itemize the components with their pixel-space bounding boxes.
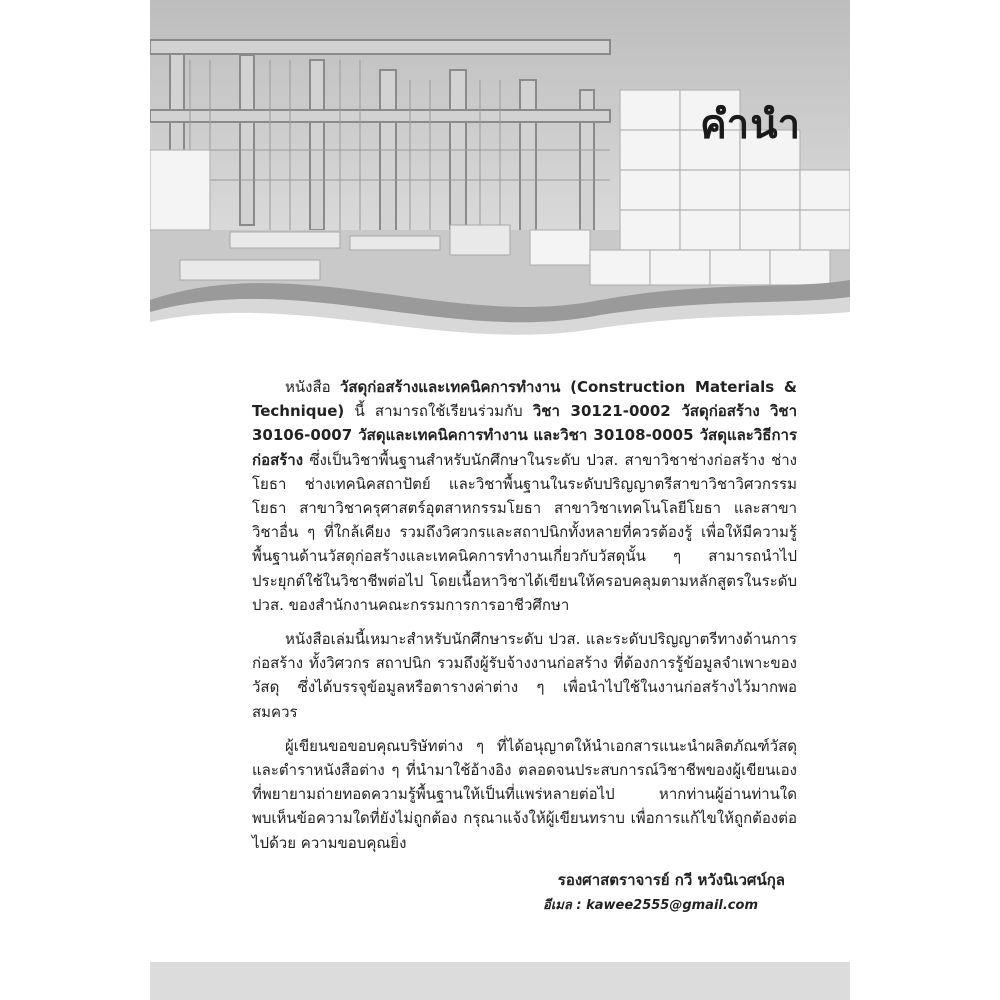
p1-mid: นี้ สามารถใช้เรียนร่วมกับ <box>344 402 533 421</box>
p1-lead: หนังสือ <box>285 378 340 396</box>
p1-sep-1 <box>760 402 770 420</box>
p1-course-3: และวิชา 30108-0005 วัสดุและวิธีการก่อสร้าง <box>252 426 797 469</box>
p2-text: หนังสือเล่มนี้เหมาะสำหรับนักศึกษาระดับ ปวส. และระดับปริญญาตรีทางด้านการก่อสร้าง ทั้งวิศวกร สถาปนิก รวมถึงผู้รับจ้างงานก่อสร้าง ที่ต้องการรู้ข้อมูลจำเพาะของวัสดุ ซึ่งได้บรรจุข้อมูลหรือตารางค่าต่าง ๆ เพื่อนำไปใช้ในงานก่อสร้างไว้มากพอสมควร <box>252 630 797 721</box>
p1-course-2: วิชา 30106-0007 วัสดุและเทคนิคการทำงาน <box>252 402 797 445</box>
author-name: รองศาสตราจารย์ กวี หวังนิเวศน์กุล <box>557 871 785 889</box>
p1-rest: ซึ่งเป็นวิชาพื้นฐานสำหรับนักศึกษาในระดับ ปวส. สาขาวิชาช่างก่อสร้าง ช่างโยธา ช่างเทคนิคสถาปัตย์ และวิชาพื้นฐานในระดับปริญญาตรีสาขาวิชาวิศวกรรมโยธา สาขาวิชาครุศาสตร์อุตสาหกรรมโยธา สาขาวิชาเทคโนโลยีโยธา และสาขาวิชาอื่น ๆ ที่ใกล้เคียง รวมถึงวิศวกรและสถาปนิกทั้งหลายที่ควรต้องรู้ เพื่อให้มีความรู้พื้นฐานด้านวัสดุก่อสร้างและเทคนิคการทำงานเกี่ยวกับวัสดุนั้น ๆ สามารถนำไปประยุกต์ใช้ในวิชาชีพต่อไป โดยเนื้อหาวิชาได้เขียนให้ครอบคลุมตามหลักสูตรในระดับ ปวส. ของสำนักงานคณะกรรมการการอาชีวศึกษา <box>252 450 797 614</box>
p1-book-title-en: (Construction Materials & Technique) <box>252 378 797 421</box>
header-construction-image <box>150 0 850 350</box>
preface-paragraph-2 <box>252 627 797 724</box>
p1-book-title: วัสดุก่อสร้างและเทคนิคการทำงาน <box>339 378 561 396</box>
preface-paragraph-3 <box>252 734 797 855</box>
author-email: อีเมล : kawee2555@gmail.com <box>543 898 758 913</box>
preface-paragraph-1 <box>252 375 797 617</box>
p1-course-1: วิชา 30121-0002 วัสดุก่อสร้าง <box>532 402 760 421</box>
preface-body <box>252 375 797 865</box>
page-title: คำนำ <box>700 102 802 148</box>
footer-band <box>150 962 850 1000</box>
construction-photo-illustration <box>150 0 850 350</box>
p3-text: ผู้เขียนขอขอบคุณบริษัทต่าง ๆ ที่ได้อนุญาตให้นำเอกสารแนะนำผลิตภัณฑ์วัสดุและตำราหนังสือต่าง ๆ ที่นำมาใช้อ้างอิง ตลอดจนประสบการณ์วิชาชีพของผู้เขียนเองที่พยายามถ่ายทอดความรู้พื้นฐานให้เป็นที่แพร่หลายต่อไป หากท่านผู้อ่านท่านใดพบเห็นข้อความใดที่ยังไม่ถูกต้อง กรุณาแจ้งให้ผู้เขียนทราบ เพื่อการแก้ไขให้ถูกต้องต่อไปด้วย ความขอบคุณยิ่ง <box>252 736 797 852</box>
